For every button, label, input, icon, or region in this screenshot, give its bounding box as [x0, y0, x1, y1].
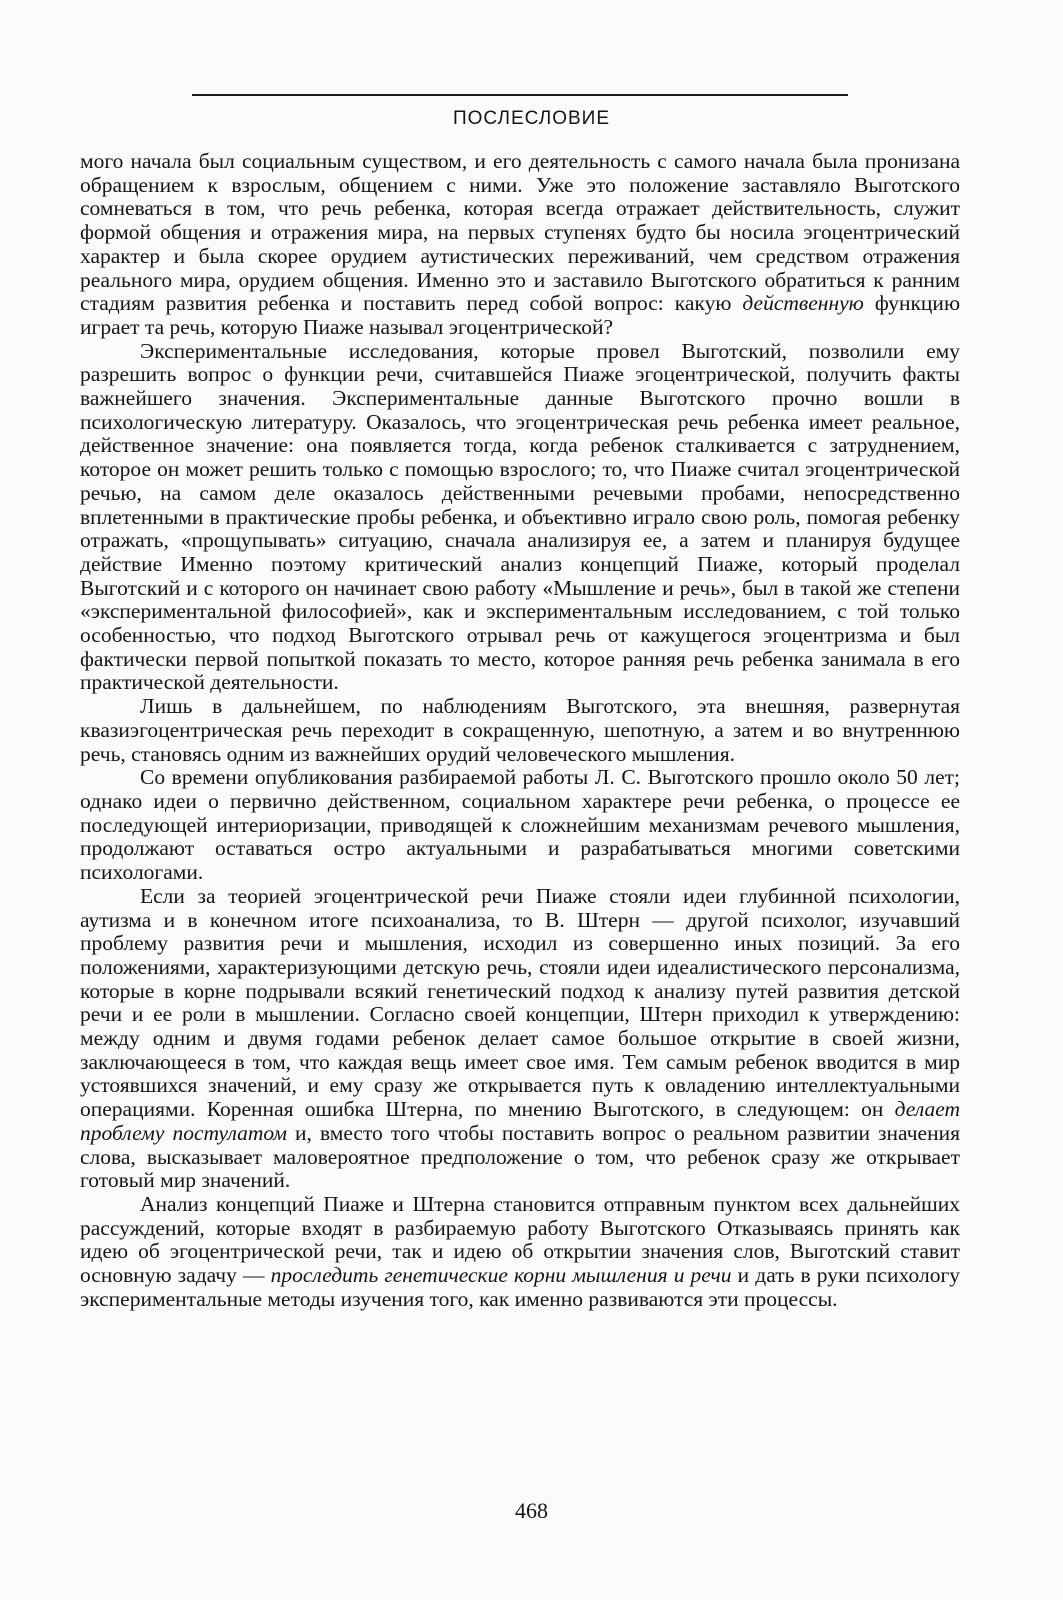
paragraph	[80, 766, 960, 885]
text-run: Анализ концепций Пиаже и Штерна становится отправным пунктом всех дальнейших рассуждений, которые входят в разбираемую работу Выготского Отказываясь принять как идею об эгоцентрической речи, так и идею об открытии значения слов, Выготский ставит основную задачу —	[80, 1191, 960, 1288]
italic-text: действенную	[742, 291, 864, 316]
italic-text: делает проблему постулатом	[80, 1097, 960, 1145]
running-header: ПОСЛЕСЛОВИЕ	[452, 108, 610, 129]
header-rule	[192, 94, 848, 96]
text-run: мого начала был социальным существом, и его деятельность с самого начала была пронизана обращением к взрослым, общением с ними. Уже это положение заставляло Выготского сомневаться в том, что речь ребенка, которая всегда отражает действительность, служит формой общения и отражения мира, на первых ступенях будто бы носила эгоцентрический характер и была скорее орудием аутистических переживаний, чем средством отражения реального мира, орудием общения. Именно это и заставило Выготского обратиться к ранним стадиям развития ребенка и поставить перед собой вопрос: какую	[80, 149, 960, 316]
body-text	[80, 150, 960, 1311]
paragraph	[80, 150, 960, 340]
paragraph	[80, 695, 960, 766]
italic-text: проследить генетические корни мышления и речи	[270, 1263, 732, 1288]
text-run: и дать в руки психологу экспериментальные методы изучения того, как именно развиваются эти процессы.	[80, 1263, 961, 1311]
paragraph	[80, 340, 960, 696]
text-run: Экспериментальные исследования, которые провел Выготский, позволили ему разрешить вопрос о функции речи, считавшейся Пиаже эгоцентрической, получить факты важнейшего значения. Экспериментальные данные Выготского прочно вошли в психологическую литературу. Оказалось, что эгоцентрическая речь ребенка имеет реальное, действенное значение: она появляется тогда, когда ребенок сталкивается с затруднением, которое он может решить только с помощью взрослого; то, что Пиаже считал эгоцентрической речью, на самом деле оказалось действенными речевыми пробами, непосредственно вплетенными в практические пробы ребенка, и объективно играло свою роль, помогая ребенку отражать, «прощупывать» ситуацию, сначала анализируя ее, а затем и планируя будущее действие Именно поэтому критический анализ концепций Пиаже, который проделал Выготский и с которого он начинает свою работу «Мышление и речь», был в такой же степени «экспериментальной философией», как и экспериментальным исследованием, с той только особенностью, что подход Выготского отрывал речь от кажущегося эгоцентризма и был фактически первой попыткой показать то место, которое ранняя речь ребенка занимала в его практической деятельности.	[80, 338, 960, 695]
page-number: 468	[515, 1498, 548, 1523]
text-run: Лишь в дальнейшем, по наблюдениям Выготского, эта внешняя, развернутая квазиэгоцентрическая речь переходит в сокращенную, шепотную, а затем и во внутреннюю речь, становясь одним из важнейших орудий человеческого мышления.	[80, 694, 960, 766]
paragraph	[80, 885, 960, 1193]
text-run: и, вместо того чтобы поставить вопрос о реальном развитии значения слова, высказывает маловероятное предположение о том, что ребенок сразу же открывает готовый мир значений.	[80, 1120, 960, 1193]
text-run: Если за теорией эгоцентрической речи Пиаже стояли идеи глубинной психологии, аутизма и в конечном итоге психоанализа, то В. Штерн — другой психолог, изучавший проблему развития речи и мышления, исходил из совершенно иных позиций. За его положениями, характеризующими детскую речь, стояли идеи идеалистического персонализма, которые в корне подрывали всякий генетический подход к анализу путей развития детской речи и ее роли в мышлении. Согласно своей концепции, Штерн приходил к утверждению: между одним и двумя годами ребенок делает самое большое открытие в своей жизни, заключающееся в том, что каждая вещь имеет свое имя. Тем самым ребенок вводится в мир устоявшихся значений, и ему сразу же открывается путь к овладению интеллектуальными операциями. Коренная ошибка Штерна, по мнению Выготского, в следующем: он	[80, 883, 960, 1122]
paragraph	[80, 1193, 960, 1312]
text-run: Со времени опубликования разбираемой работы Л. С. Выготского прошло около 50 лет; однако идеи о первично действенном, социальном характере речи ребенка, о процессе ее последующей интериоризации, приводящей к сложнейшим механизмам речевого мышления, продолжают оставаться остро актуальными и разрабатываться многими советскими психологами.	[80, 765, 960, 885]
text-run: функцию играет та речь, которую Пиаже называл эгоцентрической?	[80, 291, 961, 339]
